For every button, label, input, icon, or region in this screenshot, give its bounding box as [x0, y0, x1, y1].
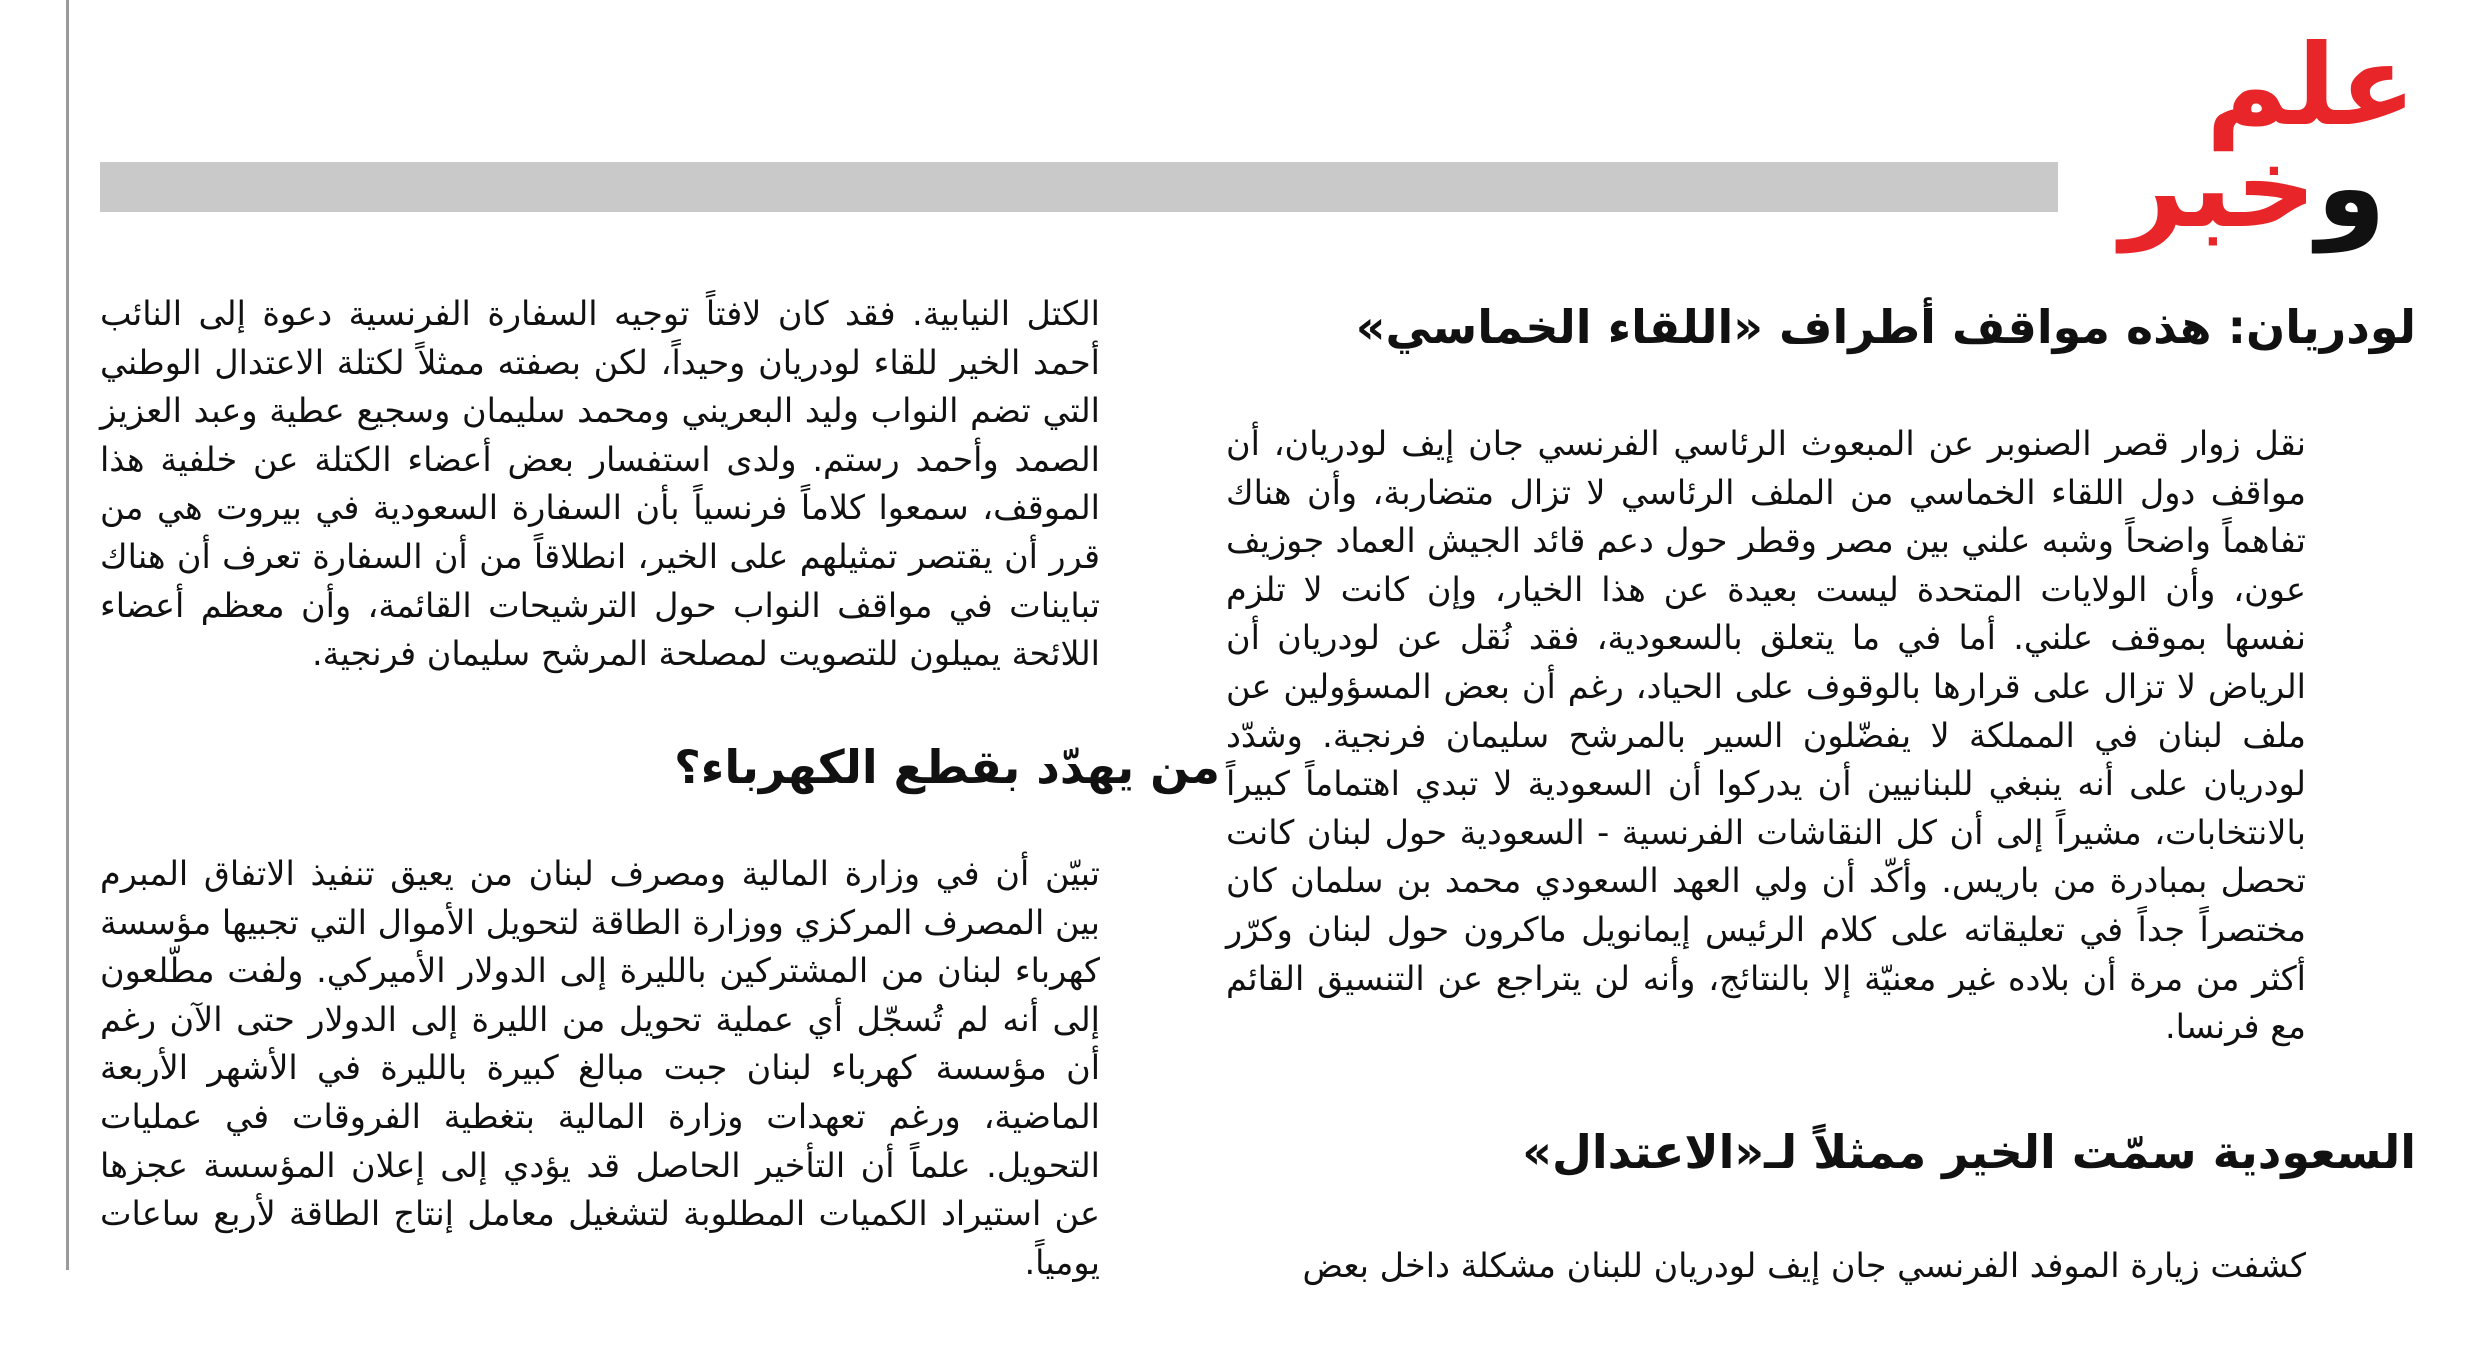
article-3-body: تبيّن أن في وزارة المالية ومصرف لبنان من يعيق تنفيذ الاتفاق المبرم بين المصرف المركزي ووزارة الطاقة لتحويل الأموال التي تجبيها مؤسسة كهرباء لبنان من المشتركين بالليرة إلى الدولار الأميركي. ولفت مطّلعون إلى أنه لم تُسجّل أي عملية تحويل من الليرة إلى الدولار حتى الآن رغم أن مؤسسة كهرباء لبنان جبت مبالغ كبيرة بالليرة في الأشهر الأربعة الماضية، ورغم تعهدات وزارة المالية بتغطية الفروقات في عمليات التحويل. علماً أن التأخير الحاصل قد يؤدي إلى إعلان المؤسسة عجزها عن استيراد الكميات المطلوبة لتشغيل معامل إنتاج الطاقة لأربع ساعات يومياً. — [100, 854, 1100, 1282]
article-3-heading: من يهدّد بقطع الكهرباء؟ — [674, 740, 1220, 794]
article-1-body: نقل زوار قصر الصنوبر عن المبعوث الرئاسي الفرنسي جان إيف لودريان، أن مواقف دول اللقاء الخماسي من الملف الرئاسي لا تزال متضاربة، وأن هناك تفاهماً واضحاً وشبه علني بين مصر وقطر حول دعم قائد الجيش العماد جوزيف عون، وأن الولايات المتحدة ليست بعيدة عن هذا الخيار، وإن كانت لا تلزم نفسها بموقف علني. أما في ما يتعلق بالسعودية، فقد نُقل عن لودريان أن الرياض لا تزال على قرارها بالوقوف على الحياد، رغم أن بعض المسؤولين عن ملف لبنان في المملكة لا يفضّلون السير بالمرشح سليمان فرنجية. وشدّد لودريان على أنه ينبغي للبنانيين أن يدركوا أن السعودية لا تبدي اهتماماً كبيراً بالانتخابات، مشيراً إلى أن كل النقاشات الفرنسية - السعودية حول لبنان كانت تحصل بمبادرة من باريس. وأكّد أن ولي العهد السعودي محمد بن سلمان كان مختصراً جداً في تعليقاته على كلام الرئيس إيمانويل ماكرون حول لبنان وكرّر أكثر من مرة أن بلاده غير معنيّة إلا بالنتائج، وأنه لن يتراجع عن التنسيق القائم مع فرنسا. — [1226, 424, 2306, 1047]
left-margin-rule — [66, 0, 69, 1270]
article-2-body-continued: الكتل النيابية. فقد كان لافتاً توجيه السفارة الفرنسية دعوة إلى النائب أحمد الخير للقاء لودريان وحيداً، لكن بصفته ممثلاً لكتلة الاعتدال الوطني التي تضم النواب وليد البعريني ومحمد سليمان وسجيع عطية وعبد العزيز الصمد وأحمد رستم. ولدى استفسار بعض أعضاء الكتلة عن خلفية هذا الموقف، سمعوا كلاماً فرنسياً بأن السفارة السعودية في بيروت هي من قرر أن يقتصر تمثيلهم على الخير، انطلاقاً من أن السفارة تعرف أن هناك تباينات في مواقف النواب حول الترشيحات القائمة، وأن معظم أعضاء اللائحة يميلون للتصويت لمصلحة المرشح سليمان فرنجية. — [100, 294, 1100, 674]
logo-waw: و — [2316, 123, 2386, 253]
logo-word-ilm: علم — [2205, 21, 2416, 151]
section-logo — [2036, 21, 2416, 253]
article-1-heading: لودريان: هذه مواقف أطراف «اللقاء الخماسي» — [1355, 300, 2416, 354]
article-2-body-start: كشفت زيارة الموفد الفرنسي جان إيف لودريان للبنان مشكلة داخل بعض — [1302, 1246, 2306, 1285]
header-bar — [100, 162, 2058, 212]
logo-khabar: خبر — [2120, 123, 2317, 253]
article-2-heading: السعودية سمّت الخير ممثلاً لـ«الاعتدال» — [1522, 1125, 2416, 1179]
logo-word-wakhabar — [2120, 123, 2386, 253]
